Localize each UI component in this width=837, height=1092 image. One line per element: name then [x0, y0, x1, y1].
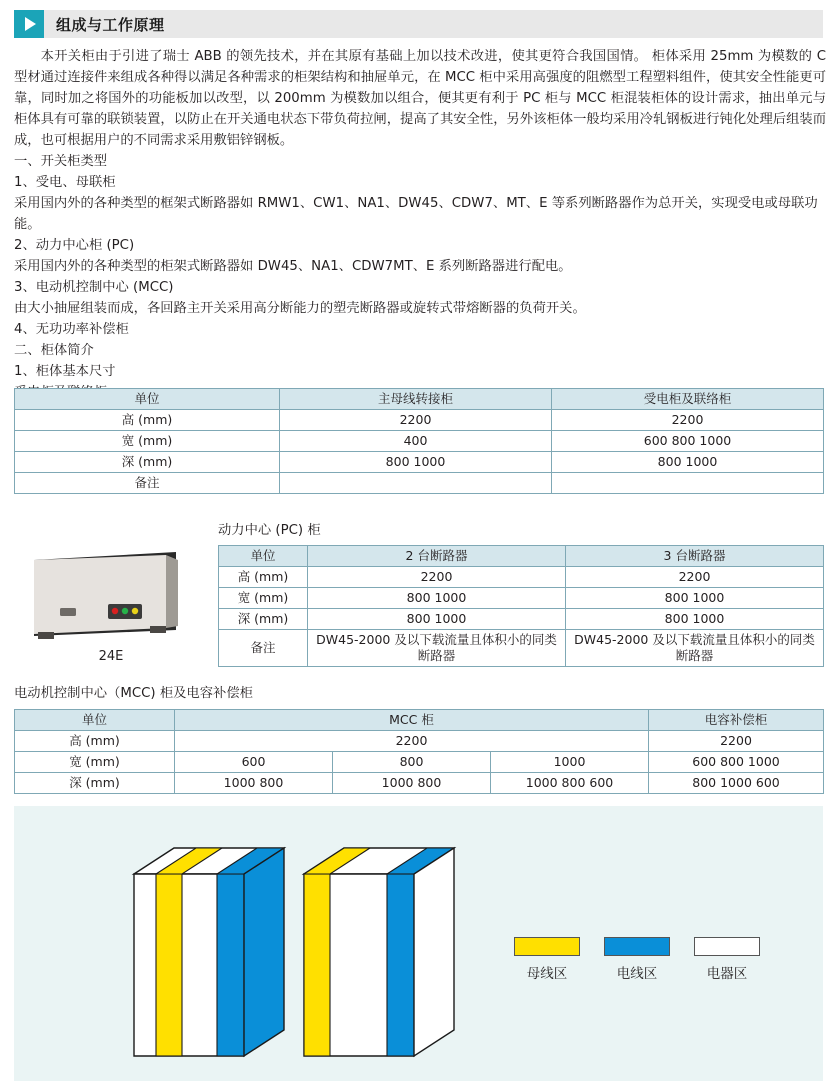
cell: DW45-2000 及以下载流量且体积小的同类断路器: [566, 630, 824, 667]
cabinet-3d-drawing: [104, 826, 524, 1076]
row-label: 备注: [219, 630, 308, 667]
cell: 800 1000: [308, 609, 566, 630]
mcc-section-title: 电动机控制中心（MCC) 柜及电容补偿柜: [14, 686, 253, 701]
cell: 2200: [175, 731, 649, 752]
table-row: [219, 567, 824, 588]
cell: 800 1000: [552, 452, 824, 473]
cell: 1000: [491, 752, 649, 773]
pc-section-title: 动力中心 (PC) 柜: [218, 523, 321, 538]
col-header: 主母线转接柜: [280, 389, 552, 410]
legend-item-cable: [604, 937, 670, 982]
cell: [280, 473, 552, 494]
table-row: [15, 410, 824, 431]
legend-label: 电器区: [706, 966, 748, 982]
cell: 1000 800: [175, 773, 333, 794]
table-row: [15, 752, 824, 773]
body-text: [14, 46, 826, 403]
body-line-1: 1、受电、母联柜: [14, 175, 116, 190]
body-line-2: 采用国内外的各种类型的框架式断路器如 RMW1、CW1、NA1、DW45、CDW7、MT、E 等系列断路器作为总开关，实现受电或母联功能。: [14, 196, 818, 232]
body-line-5: 3、电动机控制中心 (MCC): [14, 280, 174, 295]
table-row: [219, 630, 824, 667]
row-label: 高 (mm): [15, 410, 280, 431]
row-label: 宽 (mm): [15, 431, 280, 452]
col-header: 受电柜及联络柜: [552, 389, 824, 410]
col-header: MCC 柜: [175, 710, 649, 731]
cell: 2200: [649, 731, 824, 752]
cell: DW45-2000 及以下载流量且体积小的同类断路器: [308, 630, 566, 667]
col-header: 电容补偿柜: [649, 710, 824, 731]
row-label: 备注: [15, 473, 280, 494]
legend-item-device: [694, 937, 760, 982]
body-line-4: 采用国内外的各种类型的柜架式断路器如 DW45、NA1、CDW7MT、E 系列断路器进行配电。: [14, 259, 572, 274]
cell: 800 1000 600: [649, 773, 824, 794]
col-header: 单位: [219, 546, 308, 567]
table-row: [219, 609, 824, 630]
table-row: [219, 546, 824, 567]
body-line-6: 由大小抽屉组装而成，各回路主开关采用高分断能力的塑壳断路器或旋转式带熔断器的负荷开关。: [14, 301, 586, 316]
table-row: [219, 588, 824, 609]
cell: 800 1000: [566, 588, 824, 609]
pc-cabinet-photo: [16, 546, 206, 664]
cell: 800 1000: [280, 452, 552, 473]
table-row: [15, 731, 824, 752]
body-line-9: 1、柜体基本尺寸: [14, 364, 116, 379]
col-header: 单位: [15, 389, 280, 410]
table-row: [15, 710, 824, 731]
cell: 800: [333, 752, 491, 773]
cell: 1000 800: [333, 773, 491, 794]
body-line-7: 4、无功功率补偿柜: [14, 322, 129, 337]
cabinet-a: [134, 848, 284, 1056]
body-line-0: 一、开关柜类型: [14, 154, 108, 169]
cell: 800 1000: [308, 588, 566, 609]
row-label: 深 (mm): [15, 773, 175, 794]
row-label: 宽 (mm): [15, 752, 175, 773]
intro-paragraph: 本开关柜由于引进了瑞士 ABB 的领先技术，并在其原有基础上加以技术改进，使其更符合我国国情。 柜体采用 25mm 为模数的 C 型材通过连接件来组成各种得以满足各种需求的柜架结构和抽屉单元，在 MCC 柜中采用高强度的阻燃型工程塑料组件，使其安全性能更可靠，同时加之将国外的功能板加以改型，以 200mm 为模数加以组合，便其更有利于 PC 柜与 MCC 柜混装柜体的设计需求，抽出单元与柜体具有可靠的联锁装置，以防止在开关通电状态下带负荷拉闸，提高了其安全性，另外该柜体一般均采用冷轧钢板进行钝化处理后组装而成，也可根据用户的不同需求采用敷铝锌钢板。: [14, 49, 826, 148]
legend-swatch-busbar: [514, 937, 580, 956]
table-pc-cabinet: [218, 545, 824, 667]
col-header: 3 台断路器: [566, 546, 824, 567]
cabinet-b: [304, 848, 454, 1056]
cell: 1000 800 600: [491, 773, 649, 794]
col-header: 2 台断路器: [308, 546, 566, 567]
cell: 600 800 1000: [649, 752, 824, 773]
cell: 2200: [308, 567, 566, 588]
page-title: 组成与工作原理: [56, 15, 165, 34]
table-row: [15, 773, 824, 794]
cabinet-zone-diagram: [14, 806, 823, 1081]
legend-item-busbar: [514, 937, 580, 982]
col-header: 单位: [15, 710, 175, 731]
play-triangle-icon: [14, 10, 44, 38]
table-row: [15, 431, 824, 452]
cell: 400: [280, 431, 552, 452]
body-line-8: 二、柜体简介: [14, 343, 94, 358]
legend-swatch-device: [694, 937, 760, 956]
table-row: [15, 452, 824, 473]
cell: 2200: [552, 410, 824, 431]
cell: 2200: [566, 567, 824, 588]
cell: 2200: [280, 410, 552, 431]
table-row: [15, 389, 824, 410]
row-label: 深 (mm): [15, 452, 280, 473]
cell: 800 1000: [566, 609, 824, 630]
table-receiving-cabinet: [14, 388, 824, 494]
cell: [552, 473, 824, 494]
photo-caption: 24E: [98, 649, 124, 664]
cell: 600 800 1000: [552, 431, 824, 452]
cell: 600: [175, 752, 333, 773]
body-line-3: 2、动力中心柜 (PC): [14, 238, 135, 253]
cabinet-photo-graphic: [16, 546, 206, 642]
row-label: 高 (mm): [219, 567, 308, 588]
row-label: 高 (mm): [15, 731, 175, 752]
table-row: [15, 473, 824, 494]
section-header: [14, 10, 823, 38]
legend-swatch-cable: [604, 937, 670, 956]
legend-label: 电线区: [616, 966, 658, 982]
figure-legend: [514, 937, 760, 982]
row-label: 深 (mm): [219, 609, 308, 630]
row-label: 宽 (mm): [219, 588, 308, 609]
table-mcc-cabinet: [14, 709, 824, 794]
legend-label: 母线区: [526, 966, 568, 982]
